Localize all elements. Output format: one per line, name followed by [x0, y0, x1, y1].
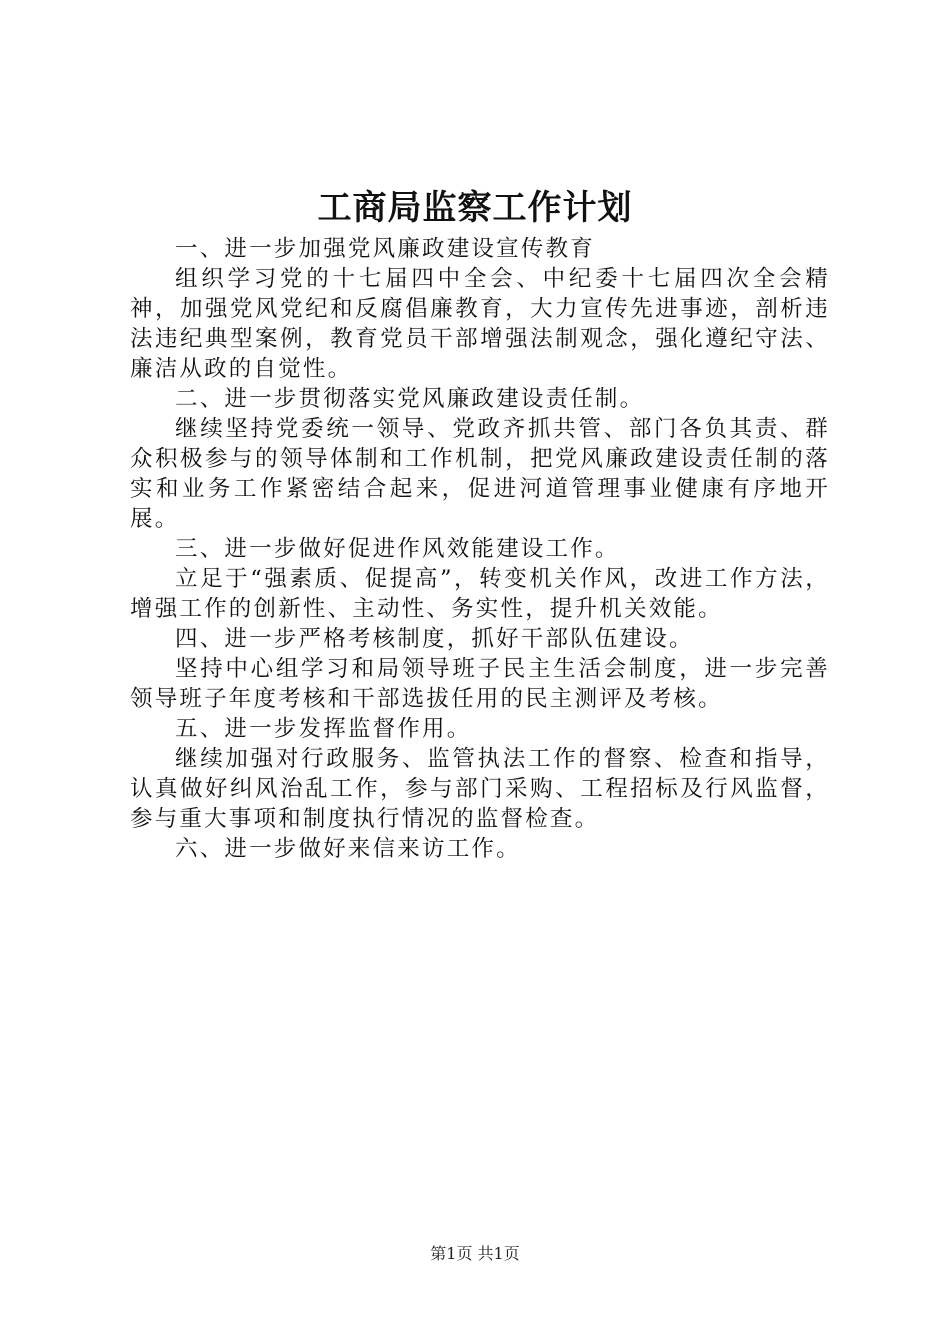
- section-heading-2: 二、进一步贯彻落实党风廉政建设责任制。: [175, 386, 645, 412]
- section-heading-4: 四、进一步严格考核制度，抓好干部队伍建设。: [175, 626, 694, 652]
- section-heading-6: 六、进一步做好来信来访工作。: [175, 836, 521, 862]
- document-body: [130, 234, 830, 864]
- page-footer: 第1页 共1页: [430, 1244, 520, 1263]
- section-paragraph-5: 继续加强对行政服务、监管执法工作的督察、检查和指导，认真做好纠风治乱工作，参与部门采购、工程招标及行风监督，参与重大事项和制度执行情况的监督检查。: [130, 746, 830, 832]
- section-paragraph-4: 坚持中心组学习和局领导班子民主生活会制度，进一步完善领导班子年度考核和干部选拔任用的民主测评及考核。: [130, 656, 830, 712]
- section-paragraph-3: 立足于“强素质、促提高”，转变机关作风，改进工作方法，增强工作的创新性、主动性、务实性，提升机关效能。: [130, 566, 830, 622]
- section-heading-5: 五、进一步发挥监督作用。: [175, 716, 472, 742]
- section-heading-3: 三、进一步做好促进作风效能建设工作。: [175, 536, 620, 562]
- section-heading-1: 一、进一步加强党风廉政建设宣传教育: [175, 236, 595, 262]
- document-title: 工商局监察工作计划: [317, 188, 633, 228]
- section-paragraph-2: 继续坚持党委统一领导、党政齐抓共管、部门各负其责、群众积极参与的领导体制和工作机制，把党风廉政建设责任制的落实和业务工作紧密结合起来，促进河道管理事业健康有序地开展。: [130, 416, 830, 532]
- section-paragraph-1: 组织学习党的十七届四中全会、中纪委十七届四次全会精神，加强党风党纪和反腐倡廉教育，大力宣传先进事迹，剖析违法违纪典型案例，教育党员干部增强法制观念，强化遵纪守法、廉洁从政的自觉性。: [130, 266, 830, 382]
